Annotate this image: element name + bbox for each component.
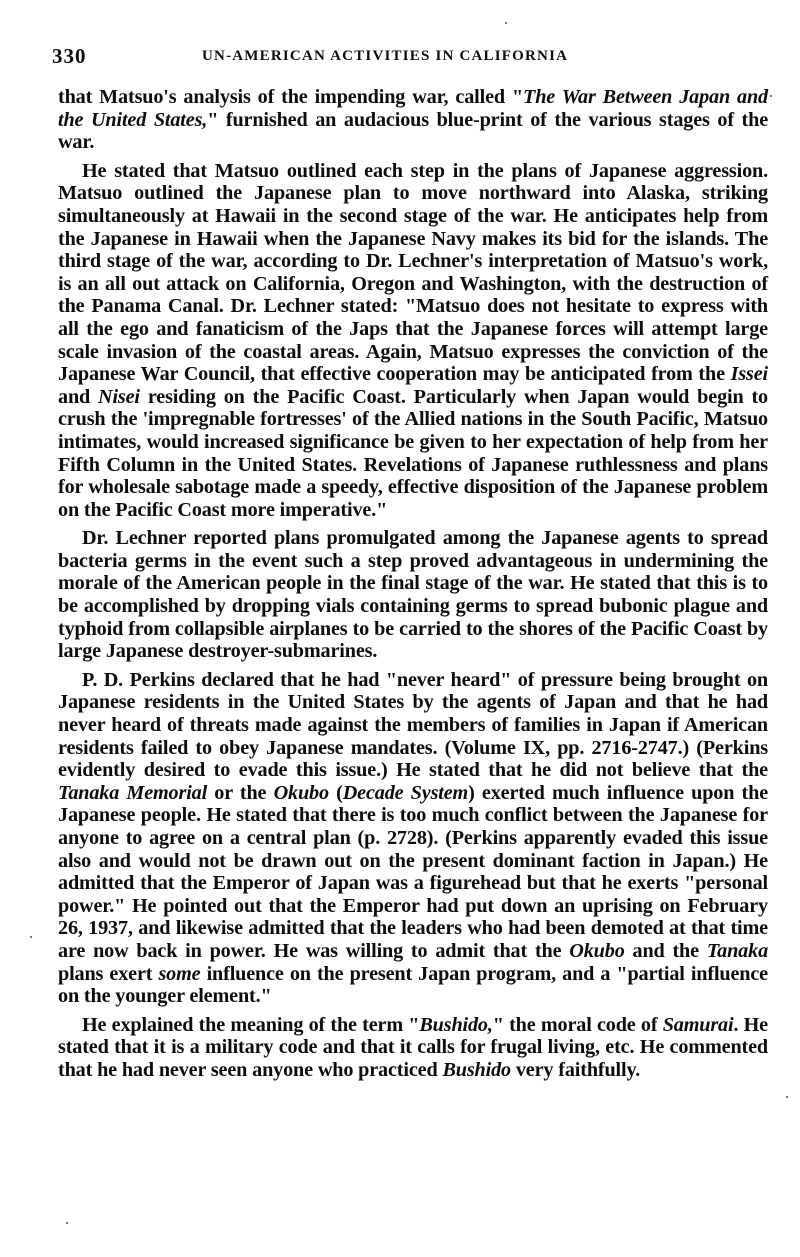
scan-speck: [770, 95, 772, 97]
text-run: (: [328, 781, 343, 804]
text-run: Dr. Lechner reported plans promulgated among the Japanese agents to spread bacteria germs in the event such a step proved advantageous in undermining the morale of the American people in the final stage of the war. He stated that this is to be accomplished by dropping vials containing germs to spread bubonic plague and typhoid from collapsible airplanes to be carried to the shores of the Pacific Coast by large Japanese destroyer-submarines.: [58, 527, 768, 663]
paragraph-3: [58, 527, 768, 663]
scan-speck: [66, 1222, 68, 1224]
text-run: influence on the present Japan program, and a "partial influence on the younger element.": [58, 962, 768, 1008]
text-run: residing on the Pacific Coast. Particularly when Japan would begin to crush the 'impregnable fortresses' of the Allied nations in the South Pacific, Matsuo intimates, would increased significance be given to her expectation of help from her Fifth Column in the United States. Revelations of Japanese ruthlessness and plans for wholesale sabotage made a speedy, effective disposition of the Japanese problem on the Pacific Coast more imperative.": [58, 385, 768, 521]
italic-run: Okubo: [569, 939, 625, 962]
body-text: [58, 86, 768, 1082]
text-run: " the moral code of: [492, 1013, 663, 1036]
italic-run: Okubo: [273, 781, 329, 804]
scan-speck: [30, 936, 32, 938]
page-number: 330: [52, 44, 87, 68]
paragraph-2: [58, 160, 768, 522]
scan-speck: [786, 1096, 788, 1098]
text-run: . He stated that it is a military code and that it calls for frugal living, etc. He commented that he had never seen anyone who practiced: [58, 1013, 768, 1081]
italic-run: Issei: [730, 363, 768, 386]
running-head: [52, 44, 760, 74]
paragraph-5: [58, 1014, 768, 1082]
text-run: or the: [207, 781, 274, 804]
text-run: He explained the meaning of the term ": [82, 1013, 420, 1036]
italic-run: The War Between Japan and the United States,: [58, 86, 768, 131]
text-run: that Matsuo's analysis of the impending war, called ": [58, 86, 524, 108]
paragraph-4: [58, 669, 768, 1008]
italic-run: Nisei: [98, 385, 140, 408]
scan-speck: [505, 22, 507, 24]
italic-run: Tanaka: [706, 939, 769, 962]
italic-run: Tanaka Memorial: [58, 781, 208, 804]
text-run: and: [58, 385, 99, 408]
italic-run: Samurai: [662, 1013, 734, 1036]
text-run: ) exerted much influence upon the Japanese people. He stated that there is too much conflict between the Japanese for anyone to agree on a central plan (p. 2728). (Perkins apparently evaded this issue also and would not be drawn out on the present dominant faction in Japan.) He admitted that the Emperor of Japan was a figurehead but that he exerts "personal power." He pointed out that the Emperor had put down an uprising on February 26, 1937, and likewise admitted that the leaders who had been demoted at that time are now back in power. He was willing to admit that the: [58, 781, 769, 962]
italic-run: some: [158, 962, 201, 985]
text-run: plans exert: [58, 962, 159, 985]
text-run: P. D. Perkins declared that he had "never heard" of pressure being brought on Japanese residents in the United States by the agents of Japan and that he had never heard of threats made against the members of families in Japan if American residents failed to obey Japanese mandates. (Volume IX, pp. 2716-2747.) (Perkins evidently desired to evade this issue.) He stated that he did not believe that the: [58, 668, 768, 782]
text-run: He stated that Matsuo outlined each step in the plans of Japanese aggression. Matsuo outlined the Japanese plan to move northward into Alaska, striking simultaneously at Hawaii in the second stage of the war. He anticipates help from the Japanese in Hawaii when the Japanese Navy makes its bid for the islands. The third stage of the war, according to Dr. Lechner's interpretation of Matsuo's work, is an all out attack on California, Oregon and Washington, with the destruction of the Panama Canal. Dr. Lechner stated: "Matsuo does not hesitate to express with all the ego and fanaticism of the Japs that the Japanese forces will attempt large scale invasion of the coastal areas. Again, Matsuo expresses the conviction of the Japanese War Council, that effective cooperation may be anticipated from the: [58, 159, 768, 386]
italic-run: Bushido: [442, 1058, 511, 1081]
running-title: UN-AMERICAN ACTIVITIES IN CALIFORNIA: [202, 48, 569, 64]
text-run: and the: [624, 939, 707, 962]
text-run: very faithfully.: [510, 1058, 641, 1081]
text-run: " furnished an audacious blue-print of the various stages of the war.: [58, 108, 769, 154]
italic-run: Bushido,: [419, 1013, 493, 1036]
italic-run: Decade System: [342, 781, 469, 804]
paragraph-1: [58, 86, 768, 154]
